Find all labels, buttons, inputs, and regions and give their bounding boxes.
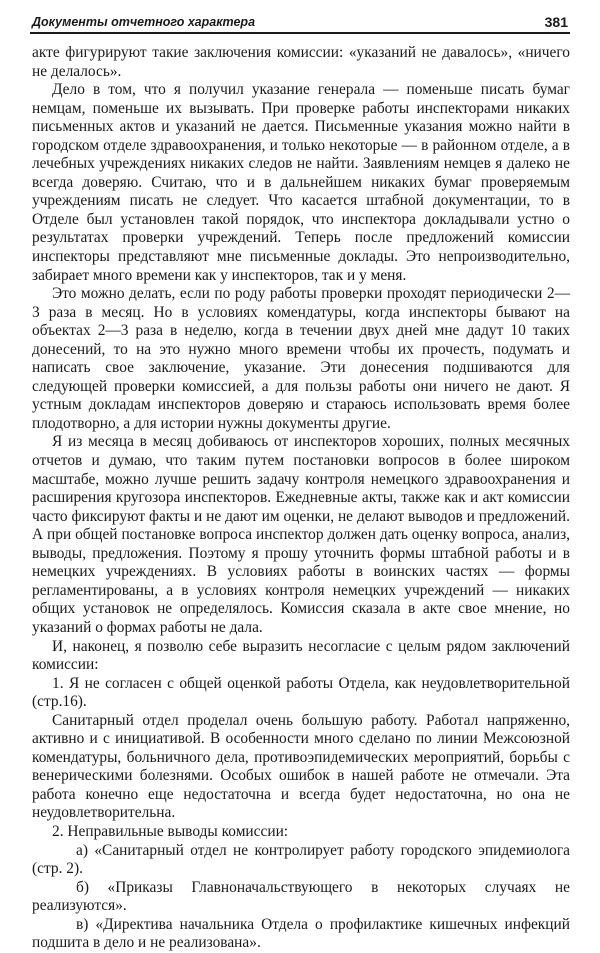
paragraph-point-2: 2. Неправильные выводы комиссии: xyxy=(52,822,289,840)
paragraph-general-order: Дело в том, что я получил указание генерала — поменьше писать бумаг немцам, поменьше их вызывать. При проверке работы инспекторами никаких письменных актов и указаний не дается. Письменные указания можно найти в городском отделе здравоохранения, и только некоторые — в районном отделе, а в лечебных учреждениях никаких следов не найти. Заявлениям немцев я далеко не всегда доверяю. Считаю, что и в дальнейшем никаких бумаг проверяемым учреждениям писать не следует. Что касается штабной документации, то в Отделе был установлен такой порядок, что инспектора докладывали устно о результатах проверки учреждений. Теперь после предложений комиссии инспекторы представляют мне письменные доклады. Это непроизводительно, забирает много времени как у инспекторов, так и у меня. xyxy=(32,81,570,284)
running-head xyxy=(30,10,570,34)
paragraph-disagreement-intro: И, наконец, я позволю себе выразить несогласие с целым рядом заключений комиссии: xyxy=(32,637,570,674)
list-item-c: в) «Директива начальника Отдела о профилактике кишечных инфекций подшита в дело и не реализована». xyxy=(32,915,570,952)
paragraph-sanitary-work: Санитарный отдел проделал очень большую работу. Работал напряженно, активно и с инициативой. В особенности много сделано по линии Межсоюзной комендатуры, больничного дела, противоэпидемических мероприятий, борьбы с венерическими болезнями. Особых ошибок в нашей работе не отмечали. Эта работа конечно еще недостаточна и всегда будет недостаточна, но она не неудовлетворительна. xyxy=(32,711,570,822)
paragraph-monthly-reports: Я из месяца в месяц добиваюсь от инспекторов хороших, полных месячных отчетов и думаю, что таким путем постановки вопросов в более широком масштабе, можно лучше решить задачу контроля немецкого здравоохранения и расширения кругозора инспекторов. Ежедневные акты, также как и акт комиссии часто фиксируют факты и не дают им оценки, не делают выводов и предложений. А при общей постановке вопроса инспектор должен дать оценку вопроса, анализ, выводы, предложения. Поэтому я прошу уточнить формы штабной работы и в немецких учреждениях. В условиях работы в воинских частях — формы регламентированы, а в условиях контроля немецких учреждений — никаких общих установок не определялось. Комиссия сказала в акте свое мнение, но указаний о формах работы не дала. xyxy=(32,433,570,636)
paragraph-point-1: 1. Я не согласен с общей оценкой работы Отдела, как неудовлетворительной (стр.16). xyxy=(32,674,570,711)
list-item-b: б) «Приказы Главноначальствующего в некоторых случаях не реализуются». xyxy=(32,878,570,915)
body-text xyxy=(32,44,570,953)
paragraph-inspection-frequency: Это можно делать, если по роду работы проверки проходят периодически 2—3 раза в месяц. Но в условиях комендатуры, когда инспекторы бывают на объектах 2—3 раза в неделю, когда в течении двух дней мне дадут 10 таких донесений, то на это нужно много времени чтобы их прочесть, подумать и написать свое заключение, указание. Эти донесения подшиваются для следующей проверки комиссией, а для пользы работы они ничего не дают. Я устным докладам инспекторов доверяю и стараюсь использовать время более плодотворно, а для истории нужны документы другие. xyxy=(32,285,570,432)
paragraph-continuation: акте фигурируют такие заключения комиссии: «указаний не давалось», «ничего не делалось». xyxy=(32,44,570,80)
page-number: 381 xyxy=(544,14,568,30)
list-item-a: а) «Санитарный отдел не контролирует работу городского эпидемиолога (стр. 2). xyxy=(32,841,570,878)
section-title: Документы отчетного характера xyxy=(32,15,256,29)
